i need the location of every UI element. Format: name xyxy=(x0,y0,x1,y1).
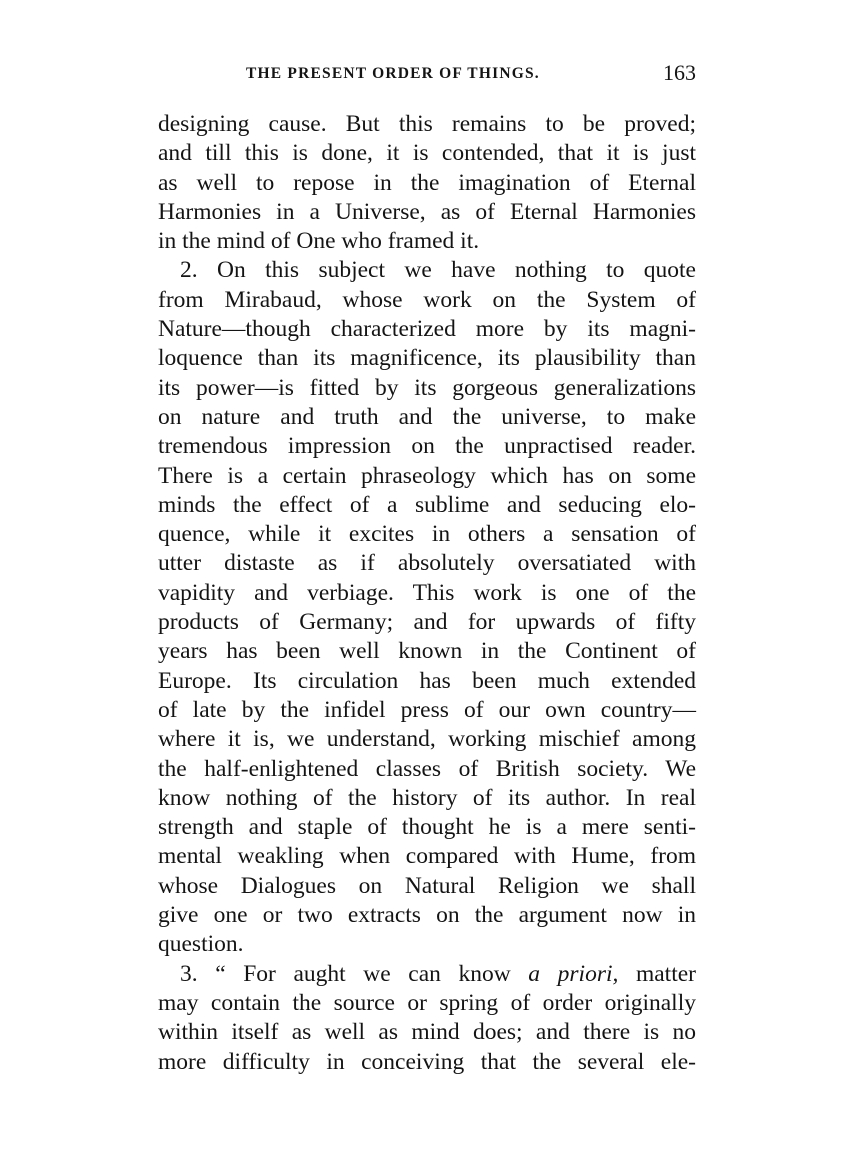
paragraph-2 xyxy=(158,256,696,959)
text-line: where it is, we understand, working mischief among xyxy=(158,726,696,753)
text-line: question. xyxy=(158,931,244,958)
text-line: the half-enlightened classes of British society. We xyxy=(158,755,696,782)
running-title: THE PRESENT ORDER OF THINGS. xyxy=(246,65,540,82)
text-line: There is a certain phraseology which has on some xyxy=(158,462,696,489)
paragraph-3 xyxy=(158,960,696,1077)
body-text xyxy=(158,110,696,1077)
text-line: designing cause. But this remains to be proved; xyxy=(158,111,696,137)
text-line: mental weakling when compared with Hume, from xyxy=(158,843,696,870)
text-line: may contain the source or spring of order originally xyxy=(158,989,696,1016)
text-line: more difficulty in conceiving that the several ele- xyxy=(158,1048,696,1075)
text-line: strength and staple of thought he is a mere senti- xyxy=(158,814,696,841)
text-line: in the mind of One who framed it. xyxy=(158,228,480,255)
text-line: vapidity and verbiage. This work is one of the xyxy=(158,579,696,606)
text-line: tremendous impression on the unpractised reader. xyxy=(158,433,696,460)
text-line: on nature and truth and the universe, to make xyxy=(158,403,696,430)
running-head xyxy=(246,60,696,90)
text-run: 3. “ For aught we can know xyxy=(180,960,529,987)
text-line: and till this is done, it is contended, that it is just xyxy=(158,140,696,167)
text-line: years has been well known in the Continent of xyxy=(158,638,696,665)
text-line: Nature—though characterized more by its magni- xyxy=(158,316,696,343)
text-line xyxy=(158,960,696,989)
text-line: from Mirabaud, whose work on the System of xyxy=(158,286,696,313)
text-run: matter xyxy=(618,960,696,987)
text-line: its power—is fitted by its gorgeous generalizations xyxy=(158,374,696,401)
text-line: products of Germany; and for upwards of fifty xyxy=(158,609,696,636)
page-number: 163 xyxy=(663,60,696,85)
text-line: know nothing of the history of its author. In real xyxy=(158,784,696,811)
text-line: Europe. Its circulation has been much extended xyxy=(158,667,696,694)
text-line: give one or two extracts on the argument now in xyxy=(158,902,696,929)
text-line: of late by the infidel press of our own country— xyxy=(158,696,696,723)
text-line: Harmonies in a Universe, as of Eternal Harmonies xyxy=(158,198,696,225)
text-line: within itself as well as mind does; and there is no xyxy=(158,1019,696,1046)
text-line: minds the effect of a sublime and seducing elo- xyxy=(158,491,696,518)
text-line: loquence than its magnificence, its plausibility than xyxy=(158,345,696,372)
text-line: whose Dialogues on Natural Religion we shall xyxy=(158,872,696,899)
italic-phrase: a priori, xyxy=(528,960,619,987)
paragraph-1 xyxy=(158,110,696,256)
text-line: utter distaste as if absolutely oversatiated with xyxy=(158,550,696,577)
text-line: as well to repose in the imagination of Eternal xyxy=(158,169,696,196)
text-line: 2. On this subject we have nothing to quote xyxy=(180,257,696,284)
text-line: quence, while it excites in others a sensation of xyxy=(158,521,696,548)
